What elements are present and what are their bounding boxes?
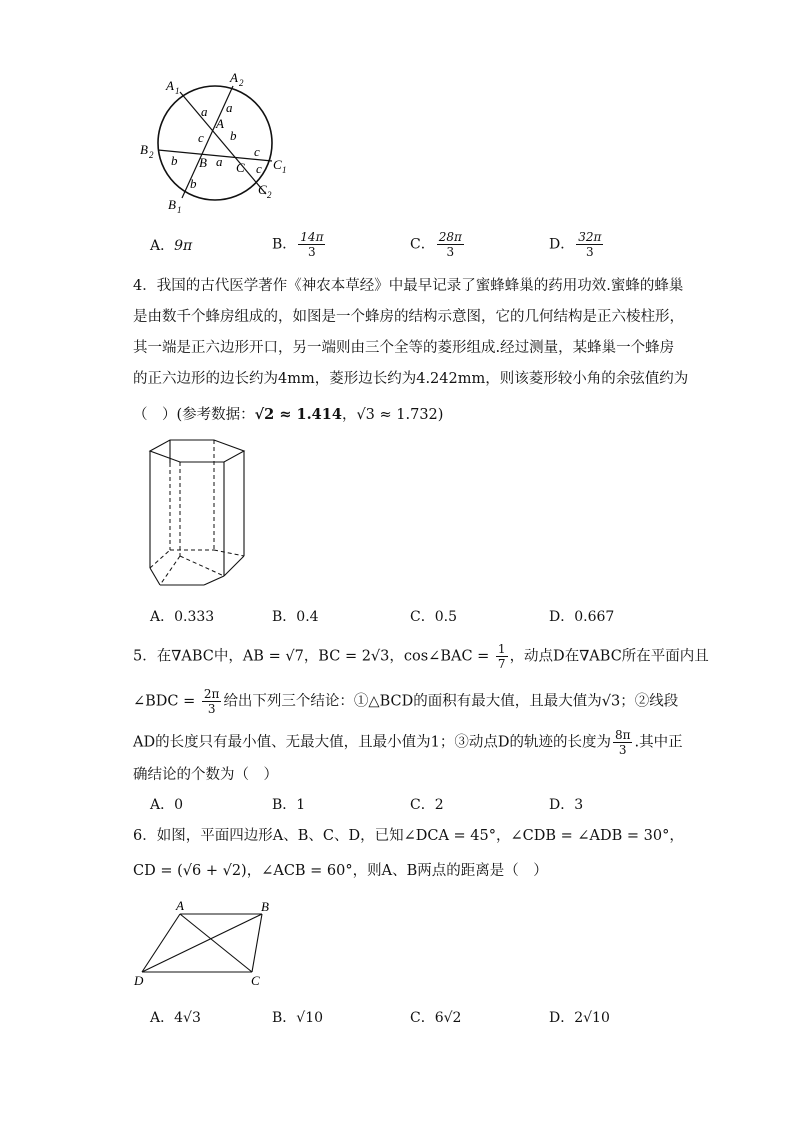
q3-option-a: A．9π [150,238,193,254]
q3-option-c: C． $\frac{28\pi}{3}$ [410,230,462,259]
svg-text:a: a [216,154,223,169]
label-A1: A [166,78,174,93]
svg-text:1: 1 [177,205,182,215]
svg-text:b: b [171,153,178,168]
q4-line4: 的正六边形的边长约为4mm，菱形边长约为4.242mm，则该菱形较小角的余弦值约为 [133,371,689,387]
svg-text:1: 1 [175,86,180,96]
q5-line4: 确结论的个数为（ ） [133,767,278,783]
svg-text:c: c [254,144,260,159]
svg-text:1: 1 [282,165,287,175]
svg-text:2: 2 [239,78,244,88]
q3-option-b: B． $\frac{14\pi}{3}$ [272,230,324,259]
svg-text:a: a [201,104,208,119]
q3-option-d: D． $\frac{32\pi}{3}$ [549,230,602,259]
q4-option-a: A．0.333 [150,609,215,625]
q6-option-b: B．√10 [272,1010,324,1026]
label-C: C [236,160,245,175]
q5-option-c: C．2 [410,797,444,813]
label-C2: C [258,182,267,197]
label-C1: C [273,157,282,172]
label-B1: B [168,197,176,212]
q6-option-c: C．6√2 [410,1010,462,1026]
q5-line1: 5．在∇ABC中，AB = √7，BC = 2√3，cos∠BAC = $\frac{1}{7}$ ，动点D在∇ABC所在平面内且 [133,642,709,671]
q4-option-b: B．0.4 [272,609,319,625]
q4-line1: 4．我国的古代医学著作《神农本草经》中最早记录了蜜蜂蜂巢的药用功效.蜜蜂的蜂巢 [133,278,684,294]
label-B: B [261,899,269,914]
q5-line2: ∠BDC = $\frac{2\pi}{3}$ 给出下列三个结论：①△BCD的面积有最大值，且最大值为√3；②线段 [133,687,679,716]
svg-text:a: a [226,100,233,115]
svg-text:b: b [190,176,197,191]
q4-line3: 其一端是正六边形开口，另一端则由三个全等的菱形组成.经过测量，某蜂巢一个蜂房 [133,340,675,356]
label-B: B [199,155,207,170]
quadrilateral-figure [130,898,280,992]
q5-option-a: A．0 [150,797,184,813]
label-A: A [216,116,224,131]
q6-option-d: D．2√10 [549,1010,610,1026]
q6-line1: 6．如图，平面四边形A、B、C、D，已知∠DCA = 45°，∠CDB = ∠ADB = 30°， [133,828,684,844]
hexagonal-prism-figure [140,438,260,598]
q4-option-d: D．0.667 [549,609,615,625]
circle-chord-figure [130,68,300,218]
q5-line3: AD的长度只有最小值、无最大值，且最小值为1；③动点D的轨迹的长度为 $\frac{8\pi}{3}$ .其中正 [133,728,683,757]
label-A2: A [230,70,238,85]
q4-line2: 是由数千个蜂房组成的，如图是一个蜂房的结构示意图，它的几何结构是正六棱柱形， [133,309,684,325]
svg-text:c: c [256,161,262,176]
label-C: C [251,973,260,988]
svg-text:b: b [230,128,237,143]
svg-text:2: 2 [267,190,272,200]
label-A: A [176,898,184,913]
q6-line2: CD = (√6 + √2)，∠ACB = 60°，则A、B两点的距离是（ ） [133,863,548,879]
svg-text:2: 2 [149,150,154,160]
q4-line5: （ ）(参考数据：√2 ≈ 1.414，√3 ≈ 1.732) [133,406,444,423]
svg-text:c: c [198,130,204,145]
label-B2: B [140,142,148,157]
q4-option-c: C．0.5 [410,609,457,625]
label-D: D [134,973,144,988]
q6-option-a: A．4√3 [150,1010,201,1026]
q5-option-d: D．3 [549,797,584,813]
q5-option-b: B．1 [272,797,306,813]
